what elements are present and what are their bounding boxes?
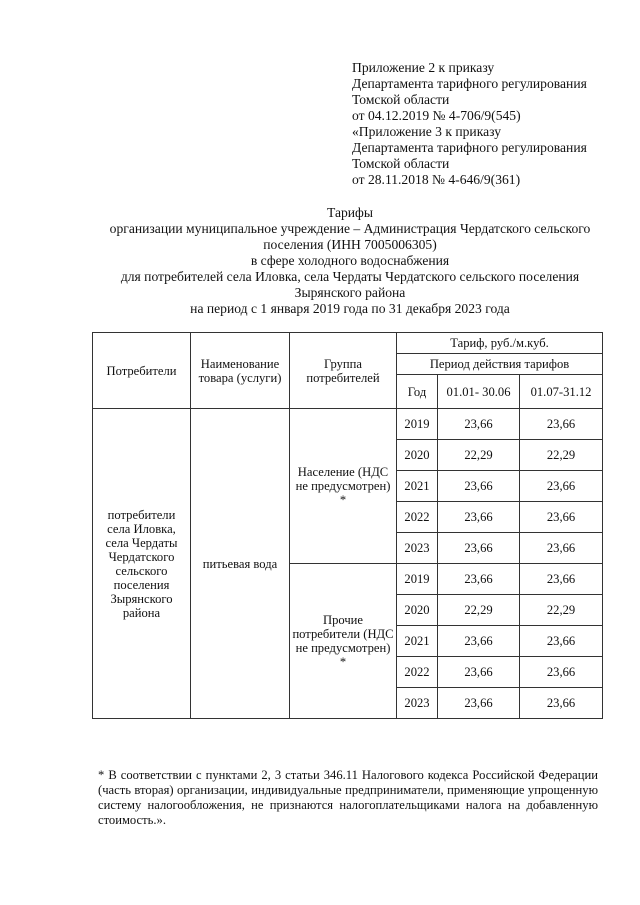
table-row <box>93 409 603 440</box>
year-cell: 2020 <box>397 595 438 626</box>
tariff-h1-cell: 23,66 <box>438 502 520 533</box>
title-line: на период с 1 января 2019 года по 31 декабря 2023 года <box>190 301 510 316</box>
tariff-h2-cell: 23,66 <box>520 626 603 657</box>
tariff-h2-cell: 22,29 <box>520 595 603 626</box>
header-year: Год <box>397 375 438 409</box>
document-title <box>60 205 640 317</box>
annex-line: от 28.11.2018 № 4-646/9(361) <box>352 172 521 187</box>
tariff-h1-cell: 23,66 <box>438 657 520 688</box>
product-cell: питьевая вода <box>191 409 290 719</box>
year-cell: 2021 <box>397 471 438 502</box>
tariff-h2-cell: 23,66 <box>520 502 603 533</box>
title-line: поселения (ИНН 7005006305) <box>263 237 437 252</box>
tariff-h1-cell: 23,66 <box>438 626 520 657</box>
annex-line: Департамента тарифного регулирования <box>352 76 587 91</box>
annex-block <box>352 60 587 188</box>
year-cell: 2020 <box>397 440 438 471</box>
year-cell: 2022 <box>397 657 438 688</box>
title-line: для потребителей села Иловка, села Чердаты Чердатского сельского поселения <box>120 269 580 284</box>
annex-line: от 04.12.2019 № 4-706/9(545) <box>352 108 521 123</box>
year-cell: 2019 <box>397 409 438 440</box>
header-product: Наименование товара (услуги) <box>191 333 290 409</box>
tariff-h2-cell: 23,66 <box>520 533 603 564</box>
header-row <box>93 333 603 354</box>
annex-line: Томской области <box>352 156 450 171</box>
tariff-h1-cell: 22,29 <box>438 440 520 471</box>
consumers-cell: потребители села Иловка, села Чердаты Чердатского сельского поселения Зырянского района <box>93 409 191 719</box>
title-line: Тарифы <box>326 205 373 220</box>
tariff-h2-cell: 23,66 <box>520 409 603 440</box>
year-cell: 2021 <box>397 626 438 657</box>
tariff-h1-cell: 23,66 <box>438 409 520 440</box>
group-cell: Прочие потребители (НДС не предусмотрен) * <box>290 564 397 719</box>
annex-line: Приложение 2 к приказу <box>352 60 495 75</box>
header-consumers: Потребители <box>93 333 191 409</box>
group-cell: Население (НДС не предусмотрен) * <box>290 409 397 564</box>
tariff-h2-cell: 23,66 <box>520 564 603 595</box>
annex-line: Департамента тарифного регулирования <box>352 140 587 155</box>
tariff-h2-cell: 23,66 <box>520 657 603 688</box>
year-cell: 2023 <box>397 533 438 564</box>
tariff-table <box>92 332 603 719</box>
tariff-h2-cell: 23,66 <box>520 471 603 502</box>
header-group: Группа потребителей <box>290 333 397 409</box>
title-line: Зырянского района <box>294 285 406 300</box>
annex-line: «Приложение 3 к приказу <box>352 124 502 139</box>
header-half2: 01.07-31.12 <box>520 375 603 409</box>
header-period: Период действия тарифов <box>397 354 603 375</box>
tariff-h2-cell: 23,66 <box>520 688 603 719</box>
annex-line: Томской области <box>352 92 450 107</box>
header-tariff: Тариф, руб./м.куб. <box>397 333 603 354</box>
tariff-h1-cell: 23,66 <box>438 471 520 502</box>
year-cell: 2023 <box>397 688 438 719</box>
tariff-h2-cell: 22,29 <box>520 440 603 471</box>
tariff-h1-cell: 23,66 <box>438 688 520 719</box>
year-cell: 2022 <box>397 502 438 533</box>
year-cell: 2019 <box>397 564 438 595</box>
footnote: * В соответствии с пунктами 2, 3 статьи 346.11 Налогового кодекса Российской Федерации (часть вторая) организации, индивидуальные предприниматели, применяющие упрощенную систему налогообложения, не признаются налогоплательщиками налога на добавленную стоимость.». <box>98 768 598 827</box>
tariff-h1-cell: 23,66 <box>438 564 520 595</box>
header-half1: 01.01- 30.06 <box>438 375 520 409</box>
title-line: организации муниципальное учреждение – Администрация Чердатского сельского <box>109 221 591 236</box>
tariff-h1-cell: 22,29 <box>438 595 520 626</box>
tariff-h1-cell: 23,66 <box>438 533 520 564</box>
title-line: в сфере холодного водоснабжения <box>250 253 450 268</box>
